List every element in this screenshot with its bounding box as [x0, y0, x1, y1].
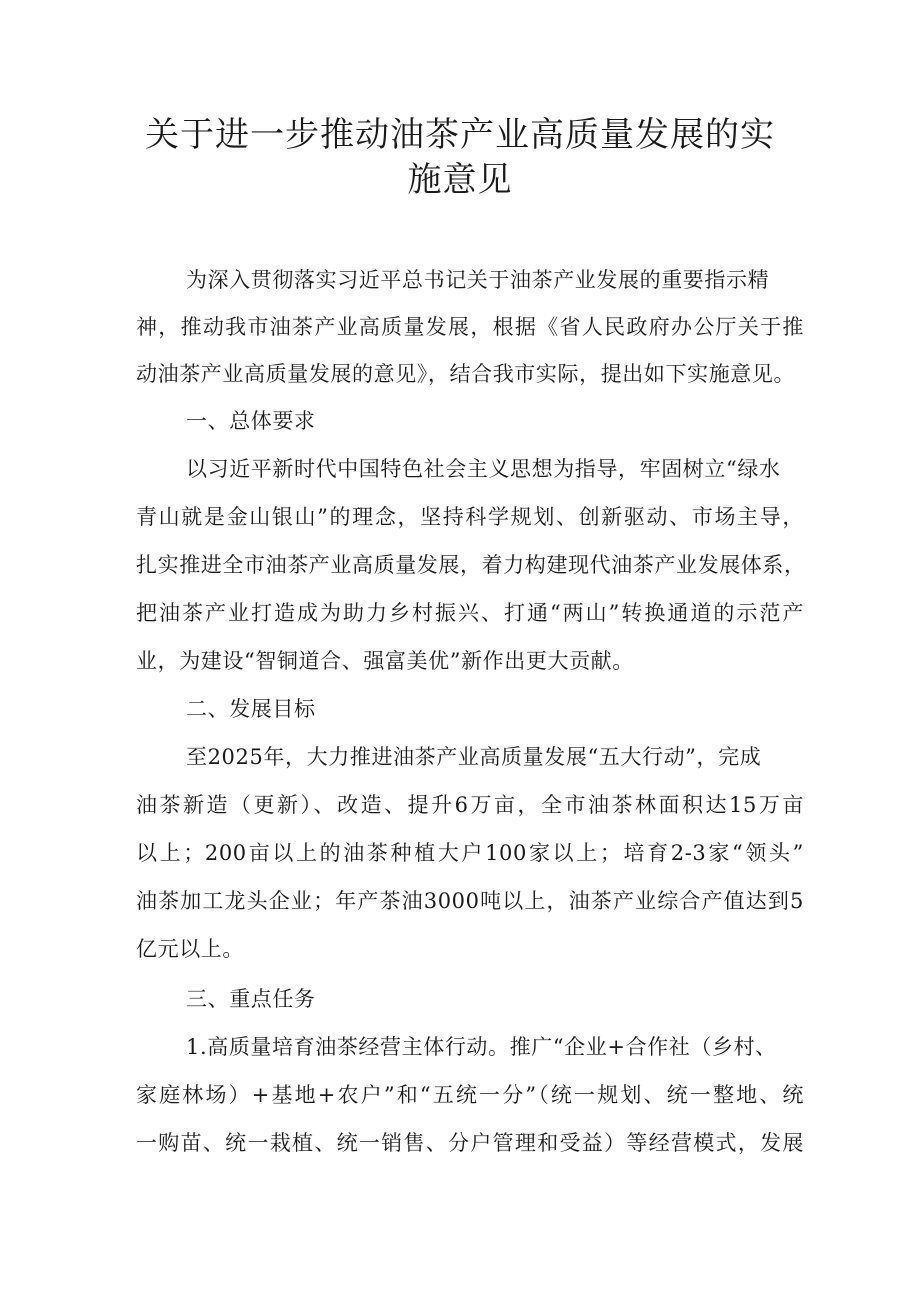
section-3-line-1: 1.高质量培育油茶经营主体行动。推广“企业+合作社（乡村、 — [186, 1035, 777, 1059]
section-1-line-3: 扎实推进全市油茶产业高质量发展，着力构建现代油茶产业发展体系， — [136, 553, 806, 577]
section-1-line-2: 青山就是金山银山”的理念，坚持科学规划、创新驱动、市场主导， — [136, 505, 804, 529]
document-title-line-1: 关于进一步推动油茶产业高质量发展的实 — [145, 115, 775, 155]
section-1-line-5: 业，为建设“智铜道合、强富美优”新作出更大贡献。 — [136, 649, 634, 673]
section-2-line-3: 以上；200亩以上的油茶种植大户100家以上；培育2-3家“领头” — [136, 841, 804, 865]
intro-line-2: 神，推动我市油茶产业高质量发展，根据《省人民政府办公厅关于推 — [136, 315, 804, 339]
section-1-line-4: 把油茶产业打造成为助力乡村振兴、打通“两山”转换通道的示范产 — [136, 601, 804, 625]
intro-line-1: 为深入贯彻落实习近平总书记关于油茶产业发展的重要指示精 — [186, 268, 770, 292]
section-2-line-1: 至2025年，大力推进油茶产业高质量发展“五大行动”，完成 — [186, 745, 762, 769]
section-2-line-2: 油茶新造（更新）、改造、提升6万亩，全市油茶林面积达15万亩 — [136, 793, 804, 817]
section-1-line-1: 以习近平新时代中国特色社会主义思想为指导，牢固树立“绿水 — [186, 457, 781, 481]
document-title-line-2: 施意见 — [407, 160, 513, 200]
section-2-line-5: 亿元以上。 — [136, 937, 244, 961]
section-2-heading: 二、发展目标 — [186, 697, 316, 721]
section-2-line-4: 油茶加工龙头企业；年产茶油3000吨以上，油茶产业综合产值达到5 — [136, 889, 804, 913]
section-3-line-2: 家庭林场）+基地+农户”和“五统一分”（统一规划、统一整地、统 — [136, 1083, 804, 1107]
intro-line-3: 动油茶产业高质量发展的意见》，结合我市实际，提出如下实施意见。 — [136, 362, 796, 386]
section-1-heading: 一、总体要求 — [186, 409, 316, 433]
section-3-heading: 三、重点任务 — [186, 987, 316, 1011]
section-3-line-3: 一购苗、统一栽植、统一销售、分户管理和受益）等经营模式，发展 — [136, 1131, 804, 1155]
